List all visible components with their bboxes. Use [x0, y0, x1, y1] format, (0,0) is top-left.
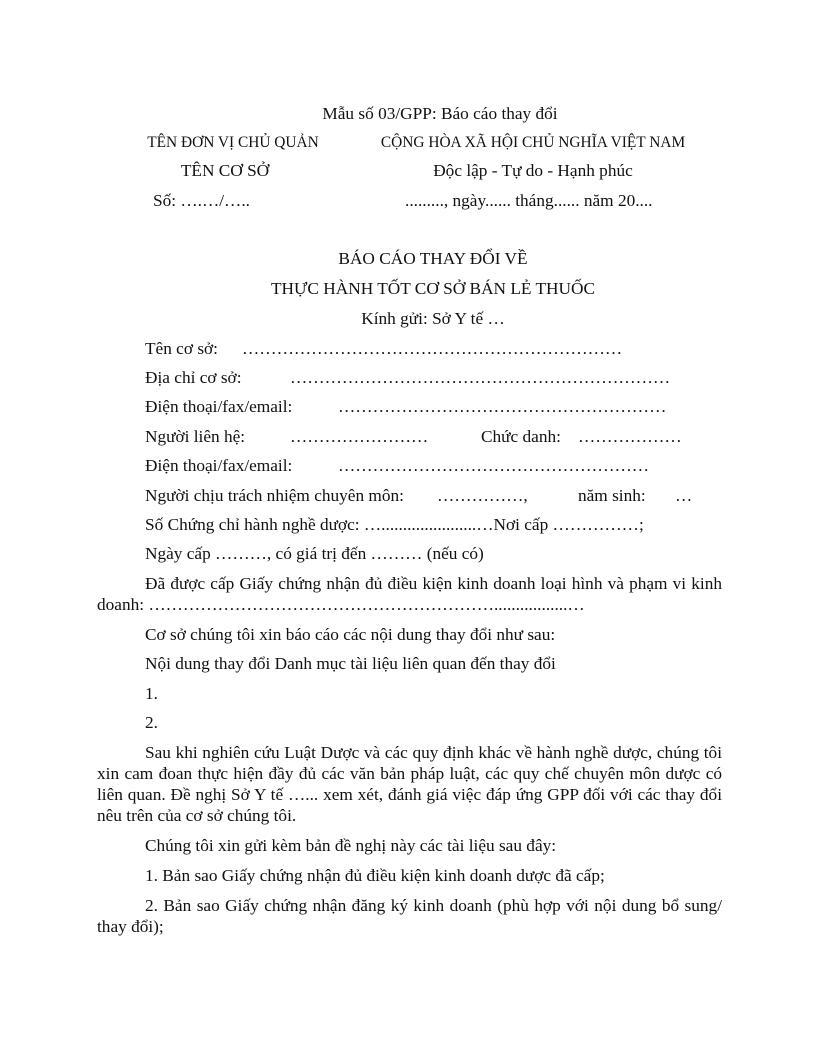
field-name-dots: …………………………………………………………: [242, 339, 623, 358]
field-contact-label: Người liên hệ:: [145, 427, 246, 446]
country-name: CỘNG HÒA XÃ HỘI CHỦ NGHĨA VIỆT NAM: [380, 134, 686, 151]
field-certificate: Số Chứng chỉ hành nghề dược: …......................…Nơi cấp ……………;: [145, 515, 644, 534]
recipient-line: Kính gửi: Sở Y tế …: [361, 309, 505, 328]
field-phone1-label: Điện thoại/fax/email:: [145, 397, 293, 416]
document-number: Số: ….…/…..: [153, 191, 250, 210]
field-responsible-dots: ……………,: [437, 486, 528, 505]
attachment-item-2: 2. Bản sao Giấy chứng nhận đăng ký kinh doanh (phù hợp với nội dung bổ sung/ thay đổi);: [97, 896, 722, 936]
change-item-2: 2.: [145, 713, 158, 732]
field-responsible-label: Người chịu trách nhiệm chuyên môn:: [145, 486, 404, 505]
attachment-item-1: 1. Bản sao Giấy chứng nhận đủ điều kiện kinh doanh dược đã cấp;: [145, 866, 605, 885]
intro-line: Cơ sở chúng tôi xin báo cáo các nội dung thay đổi như sau:: [145, 625, 556, 644]
granted-paragraph: Đã được cấp Giấy chứng nhận đủ điều kiện kinh doanh loại hình và phạm vi kinh doanh: …………………………………………………….................…: [97, 574, 722, 614]
field-position-dots: ………………: [578, 427, 682, 446]
field-contact-dots: ……………………: [290, 427, 429, 446]
header-facility-name: TÊN CƠ SỞ: [180, 161, 270, 180]
field-address-label: Địa chỉ cơ sở:: [145, 368, 242, 387]
field-issue-date: Ngày cấp ………, có giá trị đến ……… (nếu có): [145, 544, 484, 563]
attachments-intro: Chúng tôi xin gửi kèm bản đề nghị này các tài liệu sau đây:: [145, 836, 557, 855]
changes-table-header: Nội dung thay đổi Danh mục tài liệu liên quan đến thay đổi: [145, 654, 556, 673]
field-phone1-dots: …………………………………………………: [338, 397, 667, 416]
field-birth-year-label: năm sinh:: [578, 486, 646, 505]
field-phone2-dots: ………………………………………………: [338, 456, 650, 475]
national-motto: Độc lập - Tự do - Hạnh phúc: [433, 161, 633, 180]
report-title-line1: BÁO CÁO THAY ĐỔI VỀ: [338, 249, 528, 268]
report-title-line2: THỰC HÀNH TỐT CƠ SỞ BÁN LẺ THUỐC: [270, 279, 595, 298]
field-name-label: Tên cơ sở:: [145, 339, 218, 358]
change-item-1: 1.: [145, 684, 158, 703]
field-position-label: Chức danh:: [481, 427, 561, 446]
form-code: Mẫu số 03/GPP: Báo cáo thay đổi: [322, 104, 558, 123]
field-address-dots: …………………………………………………………: [290, 368, 671, 387]
place-date: ........., ngày...... tháng...... năm 20....: [405, 191, 653, 210]
header-org: TÊN ĐƠN VỊ CHỦ QUẢN: [147, 134, 319, 151]
commitment-paragraph: Sau khi nghiên cứu Luật Dược và các quy định khác về hành nghề dược, chúng tôi xin cam đoan thực hiện đầy đủ các văn bản pháp luật, các quy chế chuyên môn dược có liên quan. Đề nghị Sở Y tế …... xem xét, đánh giá việc đáp ứng GPP đối với các thay đổi nêu trên của cơ sở chúng tôi.: [97, 743, 722, 825]
field-birth-year-dots: …: [675, 486, 693, 505]
field-phone2-label: Điện thoại/fax/email:: [145, 456, 293, 475]
